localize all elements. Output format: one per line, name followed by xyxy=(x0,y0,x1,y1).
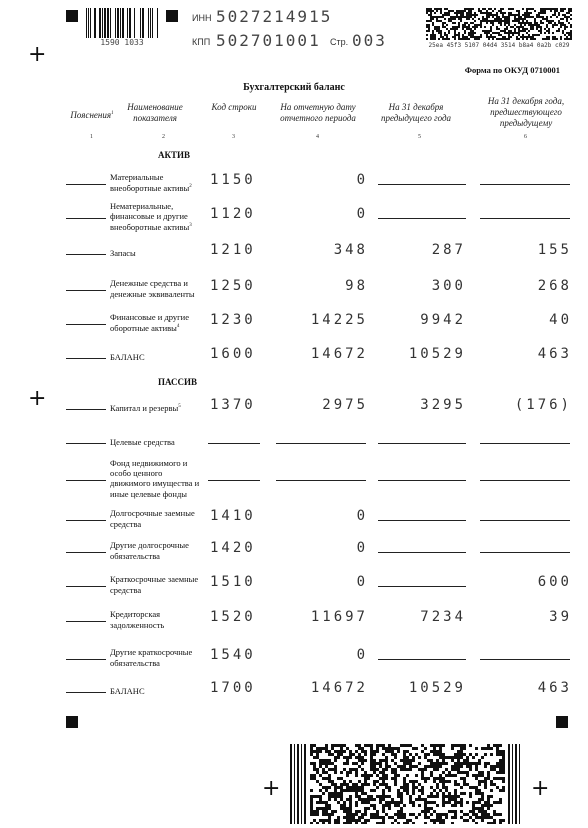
row-value: 0 xyxy=(356,540,368,556)
column-header-code: Код строки xyxy=(211,102,257,112)
row-value: (176) xyxy=(514,397,572,413)
2d-barcode-bottom xyxy=(290,744,520,824)
registration-square-bottom-right xyxy=(556,716,568,728)
row-label: Денежные средства и денежные эквиваленты xyxy=(110,277,195,299)
row-value: 14672 xyxy=(310,346,368,362)
empty-value-line xyxy=(378,552,466,553)
row-value: 287 xyxy=(431,242,466,258)
empty-value-line xyxy=(480,552,570,553)
page-label: Стр. xyxy=(330,37,349,47)
row-value: 0 xyxy=(356,574,368,590)
row-value: 40 xyxy=(549,312,572,328)
row-value: 0 xyxy=(356,508,368,524)
empty-value-line xyxy=(378,218,466,219)
row-value: 98 xyxy=(345,278,368,294)
row-code: 1600 xyxy=(210,346,256,362)
row-code: 1520 xyxy=(210,609,256,625)
row-value: 3295 xyxy=(420,397,466,413)
empty-code-line xyxy=(208,443,260,444)
column-number: 1 xyxy=(90,134,93,140)
empty-value-line xyxy=(378,184,466,185)
crosshair-mark: + xyxy=(531,776,550,801)
row-label: Другие долгосрочные обязательства xyxy=(110,539,189,561)
row-label: Краткосрочные заемные средства xyxy=(110,573,199,595)
crosshair-mark: + xyxy=(28,42,47,67)
inn-value: 5027214915 xyxy=(216,7,333,26)
column-number: 2 xyxy=(162,134,165,140)
notes-line xyxy=(66,358,106,359)
row-value: 300 xyxy=(431,278,466,294)
row-value: 14672 xyxy=(310,680,368,696)
notes-line xyxy=(66,218,106,219)
notes-line xyxy=(66,290,106,291)
notes-line xyxy=(66,409,106,410)
registration-square-top-mid xyxy=(166,10,178,22)
kpp-label: КПП xyxy=(192,37,211,47)
row-value: 14225 xyxy=(310,312,368,328)
row-code: 1210 xyxy=(210,242,256,258)
2d-barcode xyxy=(426,8,572,40)
section-heading-liabilities: ПАССИВ xyxy=(158,377,198,387)
notes-line xyxy=(66,443,106,444)
registration-square-top-left xyxy=(66,10,78,22)
row-code: 1510 xyxy=(210,574,256,590)
notes-line xyxy=(66,692,106,693)
row-value: 0 xyxy=(356,172,368,188)
row-label: БАЛАНС xyxy=(110,351,145,362)
row-label: Фонд недвижимого и особо ценного движимого имущества и иные целевые фонды xyxy=(110,457,200,499)
column-header-current: На отчетную дату отчетного периода xyxy=(280,102,356,123)
empty-value-line xyxy=(378,520,466,521)
row-label: Запасы xyxy=(110,247,136,258)
row-value: 348 xyxy=(333,242,368,258)
row-value: 0 xyxy=(356,206,368,222)
row-label: Целевые средства xyxy=(110,436,175,447)
empty-value-line xyxy=(276,480,366,481)
row-code: 1230 xyxy=(210,312,256,328)
empty-code-line xyxy=(208,480,260,481)
column-number: 5 xyxy=(418,134,421,140)
row-value: 11697 xyxy=(310,609,368,625)
empty-value-line xyxy=(480,218,570,219)
empty-value-line xyxy=(480,480,570,481)
empty-value-line xyxy=(480,520,570,521)
column-number: 4 xyxy=(316,134,319,140)
empty-value-line xyxy=(480,443,570,444)
row-label: Нематериальные, финансовые и другие внеоборотные активы$^3$ xyxy=(110,200,192,232)
row-value: 155 xyxy=(537,242,572,258)
column-header-prev-year: На 31 декабря предыдущего года xyxy=(380,102,452,123)
row-label: Материальные внеоборотные активы$^2$ xyxy=(110,171,192,193)
row-value: 463 xyxy=(537,680,572,696)
column-header-name: Наименование показателя xyxy=(127,102,183,123)
row-code: 1250 xyxy=(210,278,256,294)
row-code: 1700 xyxy=(210,680,256,696)
row-value: 39 xyxy=(549,609,572,625)
row-code: 1540 xyxy=(210,647,256,663)
registration-square-bottom-left xyxy=(66,716,78,728)
row-code: 1120 xyxy=(210,206,256,222)
empty-value-line xyxy=(378,480,466,481)
barcode-number: 1590 1033 xyxy=(100,38,144,47)
row-value: 600 xyxy=(537,574,572,590)
column-header-prev-prev-year: На 31 декабря года, предшествующего предыдущему xyxy=(487,96,565,128)
row-label: Кредиторская задолженность xyxy=(110,608,165,630)
row-value: 268 xyxy=(537,278,572,294)
page-value: 003 xyxy=(352,31,387,50)
row-label: Финансовые и другие оборотные активы$^4$ xyxy=(110,311,189,333)
row-value: 7234 xyxy=(420,609,466,625)
column-number: 3 xyxy=(232,134,235,140)
notes-line xyxy=(66,184,106,185)
empty-value-line xyxy=(378,586,466,587)
column-number: 6 xyxy=(524,134,527,140)
section-heading-assets: АКТИВ xyxy=(158,150,191,160)
row-label: Долгосрочные заемные средства xyxy=(110,507,195,529)
linear-barcode xyxy=(86,8,158,38)
notes-line xyxy=(66,659,106,660)
notes-line xyxy=(66,480,106,481)
row-code: 1420 xyxy=(210,540,256,556)
page-title: Бухгалтерский баланс xyxy=(243,82,345,93)
row-code: 1410 xyxy=(210,508,256,524)
empty-value-line xyxy=(480,184,570,185)
notes-line xyxy=(66,254,106,255)
inn-label: ИНН xyxy=(192,13,212,23)
empty-value-line xyxy=(276,443,366,444)
barcode-caption: 25ea 45f3 5107 04d4 3514 b8a4 0a2b c029 xyxy=(428,42,570,49)
row-value: 9942 xyxy=(420,312,466,328)
row-value: 10529 xyxy=(408,680,466,696)
notes-line xyxy=(66,324,106,325)
empty-value-line xyxy=(378,659,466,660)
row-value: 0 xyxy=(356,647,368,663)
empty-value-line xyxy=(378,443,466,444)
empty-value-line xyxy=(480,659,570,660)
crosshair-mark: + xyxy=(262,776,281,801)
row-code: 1370 xyxy=(210,397,256,413)
column-header-notes: Пояснения$^1$ xyxy=(70,110,114,120)
notes-line xyxy=(66,552,106,553)
notes-line xyxy=(66,520,106,521)
row-label: БАЛАНС xyxy=(110,685,145,696)
form-code: Форма по ОКУД 0710001 xyxy=(464,65,560,75)
row-code: 1150 xyxy=(210,172,256,188)
kpp-value: 502701001 xyxy=(216,31,321,50)
row-label: Другие краткосрочные обязательства xyxy=(110,646,193,668)
row-value: 10529 xyxy=(408,346,466,362)
row-value: 463 xyxy=(537,346,572,362)
crosshair-mark: + xyxy=(28,386,47,411)
row-value: 2975 xyxy=(322,397,368,413)
notes-line xyxy=(66,621,106,622)
row-label: Капитал и резервы$^5$ xyxy=(110,402,181,413)
notes-line xyxy=(66,586,106,587)
